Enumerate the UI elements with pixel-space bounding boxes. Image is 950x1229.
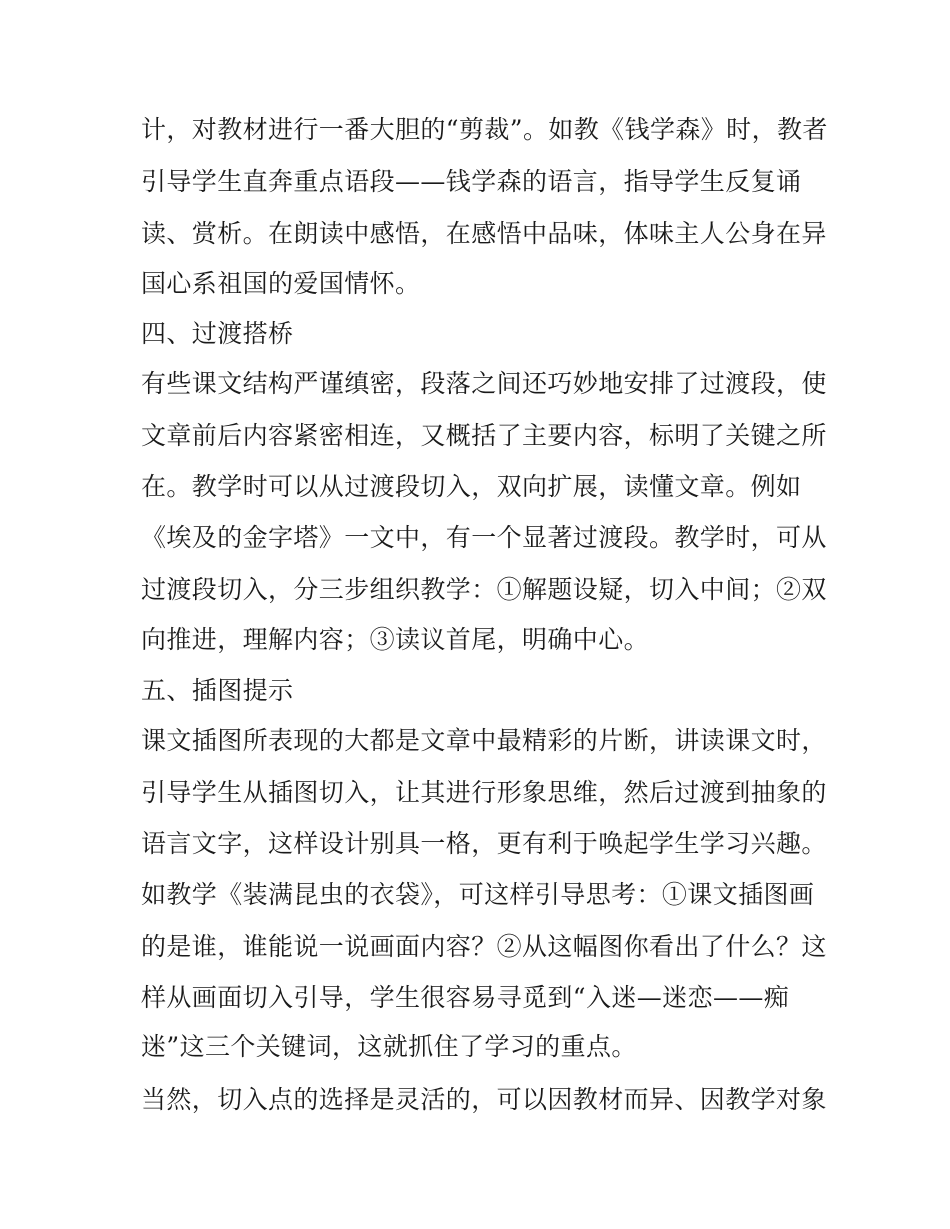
text-line-11: 向推进，理解内容；③读议首尾，明确中心。 — [141, 625, 650, 654]
text-line-6: 有些课文结构严谨缜密，段落之间还巧妙地安排了过渡段，使 — [141, 369, 827, 398]
text-line-1: 计，对教材进行一番大胆的“剪裁”。如教《钱学森》时，教者 — [141, 115, 828, 144]
text-line-19: 迷”这三个关键词，这就抓住了学习的重点。 — [141, 1032, 637, 1061]
text-line-8: 在。教学时可以从过渡段切入，双向扩展，读懂文章。例如 — [141, 472, 802, 501]
text-line-14: 引导学生从插图切入，让其进行形象思维，然后过渡到抽象的 — [141, 778, 827, 807]
text-line-15: 语言文字，这样设计别具一格，更有利于唤起学生学习兴趣。 — [141, 829, 827, 858]
text-line-7: 文章前后内容紧密相连，又概括了主要内容，标明了关键之所 — [141, 421, 827, 450]
text-line-13: 课文插图所表现的大都是文章中最精彩的片断，讲读课文时， — [141, 726, 827, 755]
text-line-10: 过渡段切入，分三步组织教学：①解题设疑，切入中间；②双 — [141, 575, 827, 604]
text-line-9: 《埃及的金字塔》一文中，有一个显著过渡段。教学时，可从 — [141, 523, 827, 552]
section-heading-4: 四、过渡搭桥 — [141, 319, 294, 348]
text-line-4: 国心系祖国的爱国情怀。 — [141, 269, 421, 298]
text-line-3: 读、赏析。在朗读中感悟，在感悟中品味，体味主人公身在异 — [141, 219, 827, 248]
text-line-18: 样从画面切入引导，学生很容易寻觅到“入迷—迷恋——痴 — [141, 983, 790, 1012]
text-line-17: 的是谁，谁能说一说画面内容？②从这幅图你看出了什么？这 — [141, 932, 827, 961]
text-line-2: 引导学生直奔重点语段——钱学森的语言，指导学生反复诵 — [141, 167, 802, 196]
text-line-16: 如教学《装满昆虫的衣袋》，可这样引导思考：①课文插图画 — [141, 880, 815, 909]
text-line-20: 当然，切入点的选择是灵活的，可以因教材而异、因教学对象 — [141, 1085, 827, 1114]
section-heading-5: 五、插图提示 — [141, 676, 294, 705]
